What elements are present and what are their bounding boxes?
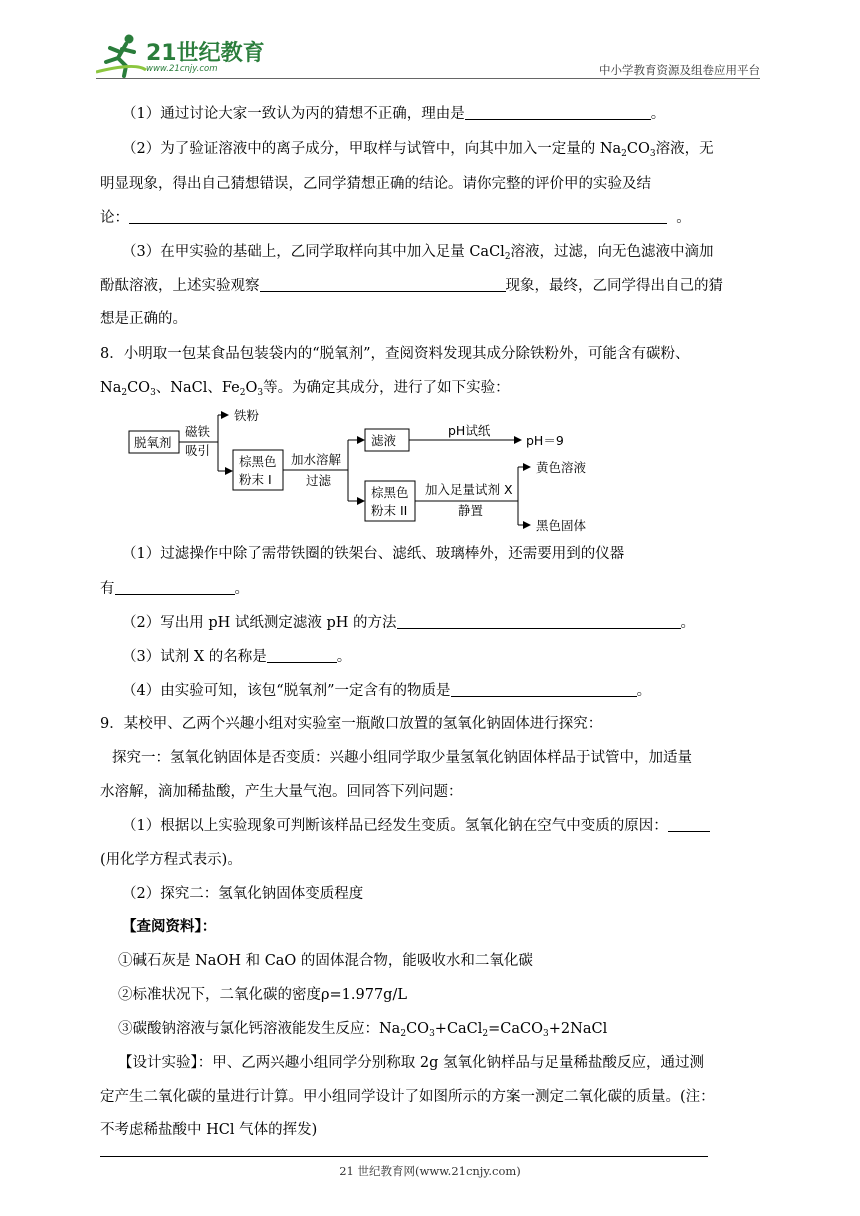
q9-reference-2: ②标准状况下，二氧化碳的密度ρ=1.977g/L: [118, 987, 407, 1003]
q9-reference-1: ①碱石灰是 NaOH 和 CaO 的固体混合物，能吸收水和二氧化碳: [118, 953, 533, 969]
label-magnet: 磁铁: [185, 424, 211, 439]
label-ph-value: pH＝9: [526, 433, 564, 448]
label-box2-l1: 棕黑色: [239, 454, 277, 469]
label-dissolve: 加水溶解: [291, 452, 342, 467]
experiment-flow-diagram: [128, 407, 618, 533]
label-black: 黑色固体: [536, 518, 587, 533]
answer-blank[interactable]: [267, 648, 337, 663]
q9-explore1-line1: 探究一：氢氧化钠固体是否变质：兴趣小组同学取少量氢氧化钠固体样品于试管中，加适量: [112, 750, 692, 766]
label-iron: 铁粉: [234, 408, 260, 423]
label-box4-l2: 粉末 II: [371, 503, 408, 518]
q8-part1-line1: （1）过滤操作中除了需带铁圈的铁架台、滤纸、玻璃棒外，还需要用到的仪器: [122, 546, 625, 562]
answer-blank[interactable]: [115, 580, 235, 595]
q7-part3-line3: 想是正确的。: [100, 311, 187, 327]
q7-part1: （1）通过讨论大家一致认为丙的猜想不正确，理由是 。: [122, 106, 666, 122]
header-divider: [96, 78, 760, 79]
q9-part1-line2: (用化学方程式表示)。: [100, 852, 242, 868]
q9-design-line2: 定产生二氧化碳的量进行计算。甲小组同学设计了如图所示的方案一测定二氧化碳的质量。(注：: [100, 1089, 715, 1105]
label-box2-l2: 粉末 I: [239, 472, 272, 487]
q8-part3: （3）试剂 X 的名称是 。: [122, 649, 352, 665]
q7-part3-line1: （3）在甲实验的基础上，乙同学取样向其中加入足量 CaCl$_2$溶液，过滤，向无色滤液中滴加: [122, 244, 714, 262]
label-ph-paper: pH试纸: [448, 423, 491, 438]
label-filter: 过滤: [306, 473, 332, 488]
logo-text: 21世纪教育: [146, 41, 265, 66]
label-box3: 滤液: [371, 433, 397, 448]
q8-part2: （2）写出用 pH 试纸测定滤液 pH 的方法 。: [122, 615, 696, 631]
label-reagent-x: 加入足量试剂 X: [425, 482, 513, 497]
q7-part2-line3: 论： 。: [100, 210, 691, 226]
q9-intro: 9．某校甲、乙两个兴趣小组对实验室一瓶敞口放置的氢氧化钠固体进行探究：: [100, 716, 603, 732]
answer-blank[interactable]: [668, 817, 710, 832]
answer-blank[interactable]: [397, 614, 681, 629]
q7-part2-line1: （2）为了验证溶液中的离子成分，甲取样与试管中，向其中加入一定量的 $Na_2CO_3$溶液，无: [122, 141, 714, 159]
q8-intro-line2: $Na_2CO_3$、NaCl、$Fe_2O_3$等。为确定其成分，进行了如下实验：: [100, 380, 510, 398]
q9-reference-3: ③碳酸钠溶液与氯化钙溶液能发生反应：$Na_2CO_3+CaCl_2=CaCO_3+2NaCl$: [118, 1021, 608, 1039]
answer-blank[interactable]: [451, 682, 637, 697]
q9-design-line1: 【设计实验】：甲、乙两兴趣小组同学分别称取 2g 氢氧化钠样品与足量稀盐酸反应，通过测: [118, 1055, 704, 1071]
q8-intro-line1: 8．小明取一包某食品包装袋内的“脱氧剂”，查阅资料发现其成分除铁粉外，可能含有碳粉、: [100, 346, 690, 362]
label-attract: 吸引: [185, 443, 211, 458]
page-footer: 21 世纪教育网(www.21cnjy.com): [339, 1164, 521, 1178]
q7-part3-line2: 酚酞溶液，上述实验观察 现象，最终，乙同学得出自己的猜: [100, 278, 723, 294]
q9-explore1-line2: 水溶解，滴加稀盐酸，产生大量气泡。回同答下列问题：: [100, 784, 463, 800]
footer-divider: [100, 1156, 708, 1157]
logo-url: www.21cnjy.com: [146, 64, 218, 74]
label-box1: 脱氧剂: [134, 435, 172, 450]
label-yellow: 黄色溶液: [536, 460, 587, 475]
page-header: [96, 30, 760, 80]
answer-blank[interactable]: [465, 105, 651, 120]
q9-design-line3: 不考虑稀盐酸中 HCl 气体的挥发): [100, 1122, 318, 1138]
q9-reference-heading: 【查阅资料】：: [122, 918, 217, 935]
header-platform: 中小学教育资源及组卷应用平台: [599, 63, 760, 77]
label-settle: 静置: [458, 503, 484, 518]
answer-blank[interactable]: [260, 277, 506, 292]
q7-part2-line2: 明显现象，得出自己猜想错误，乙同学猜想正确的结论。请你完整的评价甲的实验及结: [100, 176, 651, 192]
q8-part4: （4）由实验可知，该包“脱氧剂”一定含有的物质是 。: [122, 683, 652, 699]
label-box4-l1: 棕黑色: [371, 485, 409, 500]
q9-part2: （2）探究二：氢氧化钠固体变质程度: [122, 886, 364, 902]
answer-blank[interactable]: [129, 209, 667, 224]
q9-part1-line1: （1）根据以上实验现象可判断该样品已经发生变质。氢氧化钠在空气中变质的原因：: [122, 816, 710, 836]
q8-part1-line2: 有 。: [100, 581, 249, 597]
